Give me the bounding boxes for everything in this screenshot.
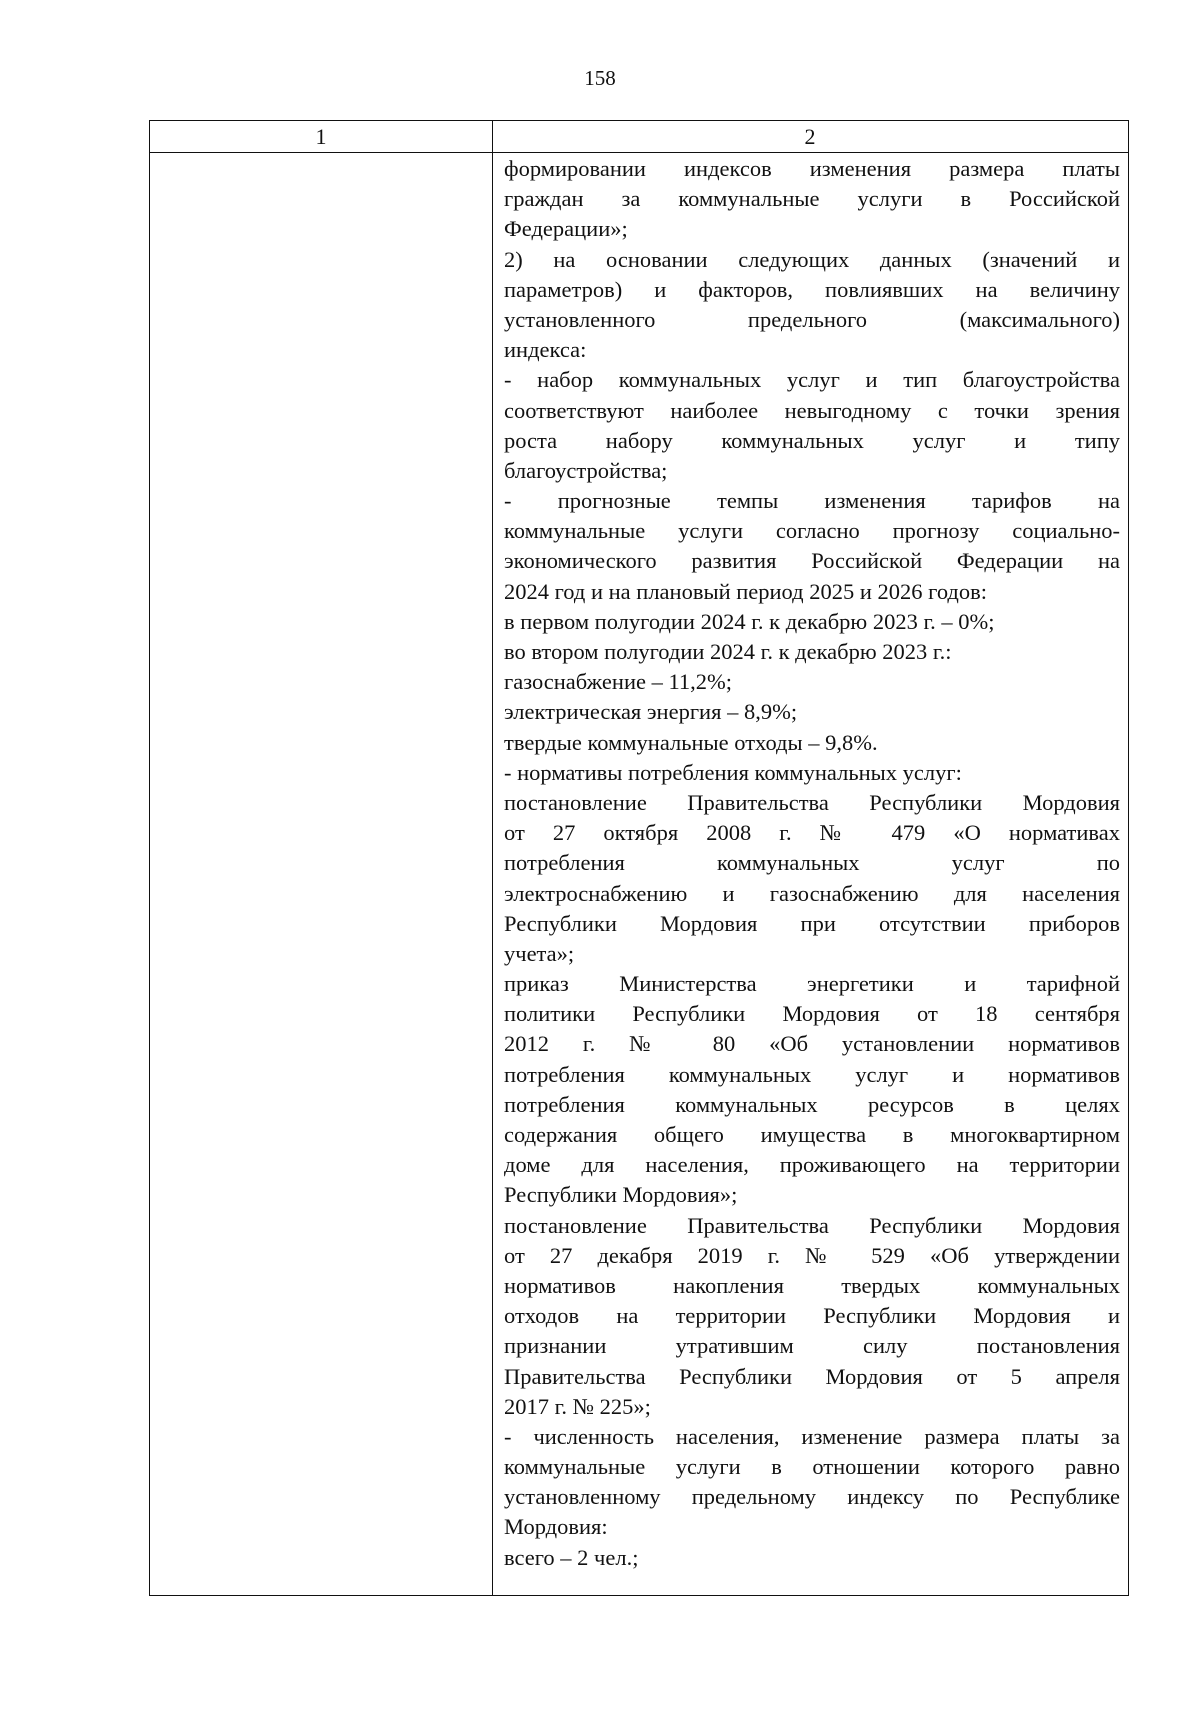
- text-line: - набор коммунальных услуг и тип благоустройства: [504, 367, 1120, 393]
- text-line: Республики Мордовия при отсутствии приборов: [504, 910, 1120, 936]
- text-line: Правительства Республики Мордовия от 5 апреля: [504, 1363, 1120, 1389]
- text-line: твердые коммунальные отходы – 9,8%.: [504, 729, 878, 755]
- page-number: 158: [584, 66, 616, 90]
- document-table: [149, 120, 1129, 1596]
- text-line: соответствуют наиболее невыгодному с точки зрения: [504, 397, 1120, 423]
- text-line: формировании индексов изменения размера платы: [504, 156, 1120, 181]
- text-line: - нормативы потребления коммунальных услуг:: [504, 759, 962, 785]
- text-line: экономического развития Российской Федерации на: [504, 548, 1120, 574]
- text-line: потребления коммунальных услуг по: [504, 850, 1120, 876]
- text-line: 2012 г. № 80 «Об установлении нормативов: [504, 1031, 1120, 1057]
- text-line: газоснабжение – 11,2%;: [504, 669, 733, 695]
- text-line: Республики Мордовия»;: [504, 1182, 738, 1208]
- column-header-2: 2: [804, 124, 816, 149]
- text-line: параметров) и факторов, повлиявших на величину: [504, 276, 1120, 302]
- column-divider: [492, 121, 493, 1595]
- text-line: постановление Правительства Республики Мордовия: [504, 789, 1120, 815]
- text-line: 2024 год и на плановый период 2025 и 2026 годов:: [504, 578, 987, 604]
- text-line: электрическая энергия – 8,9%;: [504, 699, 798, 725]
- text-line: коммунальные услуги в отношении которого равно: [504, 1454, 1120, 1480]
- text-line: в первом полугодии 2024 г. к декабрю 2023 г. – 0%;: [504, 608, 995, 634]
- text-line: постановление Правительства Республики Мордовия: [504, 1212, 1120, 1238]
- text-line: во втором полугодии 2024 г. к декабрю 2023 г.:: [504, 639, 952, 664]
- text-line: от 27 декабря 2019 г. № 529 «Об утверждении: [504, 1242, 1120, 1268]
- text-line: граждан за коммунальные услуги в Российской: [504, 186, 1120, 212]
- text-line: установленному предельному индексу по Республике: [504, 1484, 1120, 1510]
- text-line: признании утратившим силу постановления: [504, 1333, 1120, 1359]
- text-line: Мордовия:: [504, 1514, 608, 1540]
- text-line: роста набору коммунальных услуг и типу: [504, 427, 1120, 453]
- text-line: установленного предельного (максимального): [504, 306, 1120, 332]
- text-line: - прогнозные темпы изменения тарифов на: [504, 488, 1120, 514]
- text-line: электроснабжению и газоснабжению для населения: [504, 880, 1120, 906]
- text-line: - численность населения, изменение размера платы за: [504, 1423, 1120, 1449]
- text-line: отходов на территории Республики Мордовия и: [504, 1303, 1120, 1329]
- text-line: всего – 2 чел.;: [504, 1544, 639, 1570]
- table-header-row: [150, 121, 1128, 153]
- text-line: благоустройства;: [504, 457, 668, 483]
- column-2-text-cell: [504, 154, 1120, 1573]
- text-line: 2) на основании следующих данных (значений и: [504, 246, 1120, 272]
- text-line: от 27 октября 2008 г. № 479 «О нормативах: [504, 820, 1120, 846]
- text-line: потребления коммунальных ресурсов в целях: [504, 1091, 1120, 1117]
- text-line: потребления коммунальных услуг и нормативов: [504, 1061, 1120, 1087]
- text-line: нормативов накопления твердых коммунальных: [504, 1272, 1120, 1298]
- text-line: 2017 г. № 225»;: [504, 1393, 651, 1419]
- text-line: политики Республики Мордовия от 18 сентября: [504, 1001, 1120, 1027]
- column-header-1: 1: [315, 124, 327, 149]
- text-line: учета»;: [504, 940, 575, 966]
- text-line: коммунальные услуги согласно прогнозу социально-: [504, 518, 1120, 544]
- text-line: индекса:: [504, 337, 587, 363]
- text-line: Федерации»;: [504, 216, 628, 242]
- text-line: приказ Министерства энергетики и тарифной: [504, 971, 1120, 997]
- text-line: доме для населения, проживающего на территории: [504, 1152, 1120, 1178]
- text-line: содержания общего имущества в многоквартирном: [504, 1122, 1120, 1147]
